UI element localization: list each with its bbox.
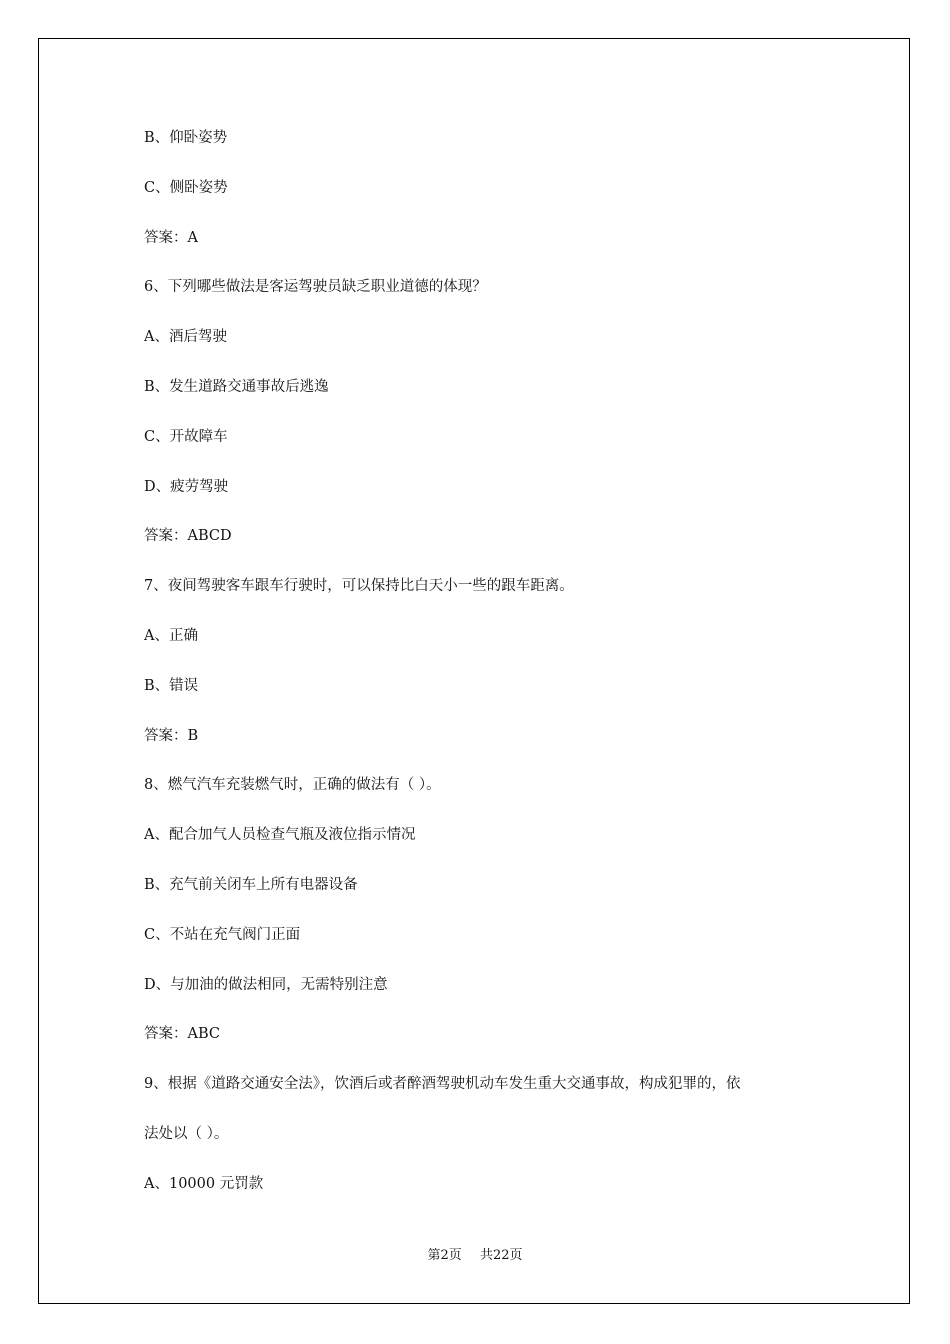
answer-line: 答案：A <box>144 229 198 246</box>
option-line: B、错误 <box>144 677 199 694</box>
option-line: D、疲劳驾驶 <box>144 478 229 495</box>
option-line: C、不站在充气阀门正面 <box>144 926 301 943</box>
question-line: 8、燃气汽车充装燃气时，正确的做法有（ ）。 <box>144 777 441 794</box>
option-line: B、充气前关闭车上所有电器设备 <box>144 876 358 893</box>
question-line: 9、根据《道路交通安全法》，饮酒后或者醉酒驾驶机动车发生重大交通事故，构成犯罪的，依 <box>144 1076 741 1093</box>
option-line: A、10000 元罚款 <box>144 1175 264 1192</box>
option-line: A、配合加气人员检查气瓶及液位指示情况 <box>144 827 416 844</box>
option-line: D、与加油的做法相同，无需特别注意 <box>144 976 388 993</box>
document-body <box>144 122 844 1218</box>
question-line: 7、夜间驾驶客车跟车行驶时，可以保持比白天小一些的跟车距离。 <box>144 578 574 595</box>
question-line: 6、下列哪些做法是客运驾驶员缺乏职业道德的体现？ <box>144 279 487 296</box>
answer-line: 答案：ABC <box>144 1026 220 1043</box>
option-line: C、侧卧姿势 <box>144 179 228 196</box>
page-total: 共22页 <box>479 1248 523 1263</box>
answer-line: 答案：ABCD <box>144 528 232 545</box>
option-line: C、开故障车 <box>144 428 228 445</box>
option-line: B、发生道路交通事故后逃逸 <box>144 378 329 395</box>
page-footer <box>0 1246 950 1266</box>
option-line: A、正确 <box>144 627 198 644</box>
question-line-continued: 法处以（ ）。 <box>144 1125 229 1142</box>
answer-line: 答案：B <box>144 727 199 744</box>
option-line: B、仰卧姿势 <box>144 130 228 146</box>
option-line: A、酒后驾驶 <box>144 329 227 346</box>
page-number: 第2页 <box>427 1248 462 1263</box>
